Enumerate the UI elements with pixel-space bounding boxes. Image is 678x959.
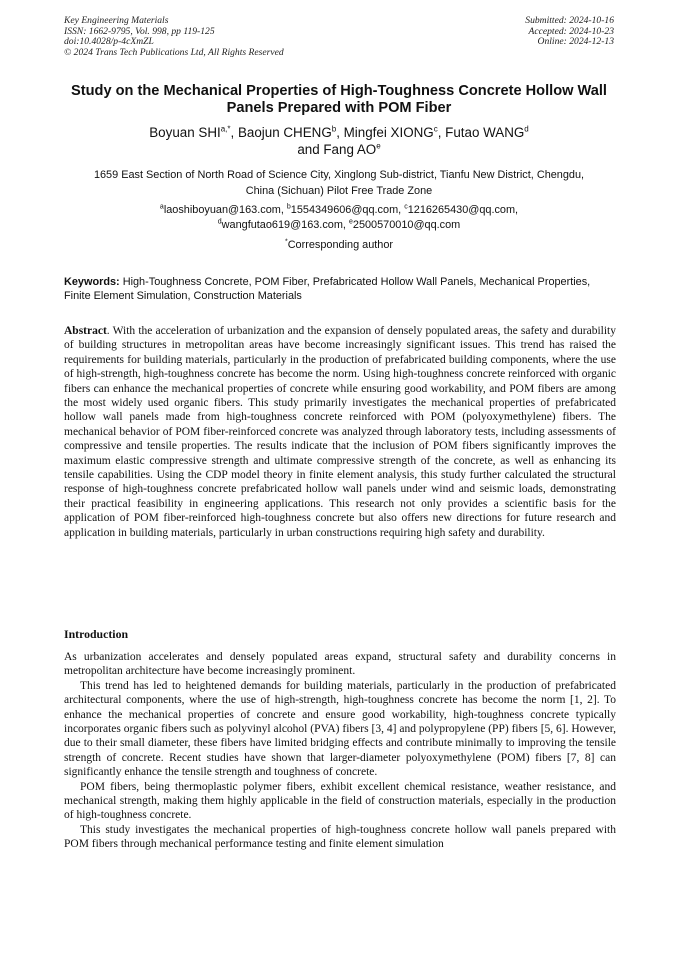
- paragraph: This trend has led to heightened demands for building materials, particularly in the production of prefabricated architectural components, where the use of high-strength, high-toughness concrete has become the norm [1, 2]. To enhance the mechanical properties of concrete and ensure good workability, high-toughness concrete typically incorporates organic fibers such as polyvinyl alcohol (PVA) fibers [3, 4] and polypropylene (PP) fibers [5, 6]. However, due to their small diameter, these fibers have limited bridging effects and contribute minimally to improving the tensile strength of concrete. Recent studies have shown that larger-diameter polyoxymethylene (POM) fibers [7, 8] can significantly enhance the tensile strength and toughness of concrete.: [64, 679, 616, 779]
- journal-name: Key Engineering Materials: [64, 15, 169, 26]
- introduction-heading: Introduction: [64, 627, 129, 641]
- keywords-label: Keywords:: [64, 276, 120, 288]
- author-list: [86, 124, 592, 158]
- affiliation: 1659 East Section of North Road of Science City, Xinglong Sub-district, Tianfu New District, Chengdu, China (Sichuan) Pilot Free Trade Zone: [93, 169, 585, 197]
- author: Boyuan $SHI^{a,*}$,: [149, 124, 238, 140]
- author: Futao WANG$^d$: [445, 124, 529, 140]
- email-item[interactable]: $^a$laoshiboyuan@163.com,: [159, 203, 287, 216]
- email-item[interactable]: $^e$2500570010@qq.com: [348, 218, 461, 231]
- publication-dates: [525, 16, 614, 48]
- issn: ISSN: 1662-9795, Vol. 998, pp 119-125: [64, 25, 215, 37]
- email-item[interactable]: $^c$1216265430@qq.com,: [404, 203, 519, 216]
- author-emails: [100, 203, 578, 233]
- author: Baojun CHENG$^b$,: [237, 124, 344, 140]
- online-date: Online: 2024-12-13: [537, 36, 614, 48]
- abstract: [64, 324, 616, 540]
- paragraph: This study investigates the mechanical properties of high-toughness concrete hollow wall panels prepared with POM fibers through mechanical performance testing and finite element simulation: [64, 823, 616, 851]
- accepted-date: Accepted: 2024-10-23: [528, 25, 614, 37]
- author: and Fang $AO^e$: [297, 141, 381, 157]
- email-item[interactable]: $^b$1554349606@qq.com,: [286, 203, 405, 216]
- abstract-label: Abstract: [64, 325, 107, 337]
- abstract-text: . With the acceleration of urbanization and the expansion of densely populated areas, the safety and durability of building structures in metropolitan areas have become increasingly significant issues. This trend has raised the requirements for building materials, particularly in the production of prefabricated building components, where the use of high-strength, high-toughness concrete has become the norm. Using high-toughness concrete reinforced with organic fibers can enhance the mechanical properties of concrete while ensuring good workability, and POM fibers are among the most widely used organic fibers. This study primarily investigates the mechanical properties of prefabricated hollow wall panels made from high-toughness concrete reinforced with POM (polyoxymethylene) fibers. The mechanical behavior of POM fiber-reinforced concrete was analyzed through laboratory tests, including assessments of compressive and tensile properties. The results indicate that the inclusion of POM fibers significantly improves the maximum elastic compressive strength and ultimate compressive strength of the concrete, as well as enhancing its tensile capabilities. Using the CDP model theory in finite element analysis, this study further calculated the structural response of high-toughness concrete prefabricated hollow wall panels under wind and seismic loads, demonstrating their practical feasibility in engineering applications. This research not only provides a scientific basis for the application of POM fiber-reinforced high-toughness concrete but also offers new directions for future research and application in building materials, particularly in urban constructions requiring high safety and durability.: [64, 325, 616, 539]
- corresponding-author-note: *Corresponding author: [284, 238, 394, 251]
- doi[interactable]: doi:10.4028/p-4cXmZL: [64, 36, 154, 48]
- introduction-body: [64, 650, 616, 852]
- paragraph: POM fibers, being thermoplastic polymer fibers, exhibit excellent chemical resistance, weather resistance, and mechanical strength, making them highly applicable in the field of construction materials, especially in the production of high-toughness concrete.: [64, 780, 616, 822]
- keywords-text: High-Toughness Concrete, POM Fiber, Prefabricated Hollow Wall Panels, Mechanical Properties, Finite Element Simulation, Construction Materials: [64, 276, 591, 302]
- submitted-date: Submitted: 2024-10-16: [525, 15, 614, 26]
- journal-info: [64, 16, 284, 58]
- author: Mingfei XIONG$^c$,: [343, 124, 446, 140]
- keywords: [64, 275, 616, 303]
- copyright: © 2024 Trans Tech Publications Ltd, All Rights Reserved: [64, 46, 284, 58]
- email-item[interactable]: $^d$wangfutao619@163.com,: [217, 218, 349, 231]
- paragraph: As urbanization accelerates and densely populated areas expand, structural safety and durability concerns in metropolitan architecture have become increasingly prominent.: [64, 651, 616, 678]
- paper-title: Study on the Mechanical Properties of High-Toughness Concrete Hollow Wall Panels Prepared with POM Fiber: [71, 83, 607, 116]
